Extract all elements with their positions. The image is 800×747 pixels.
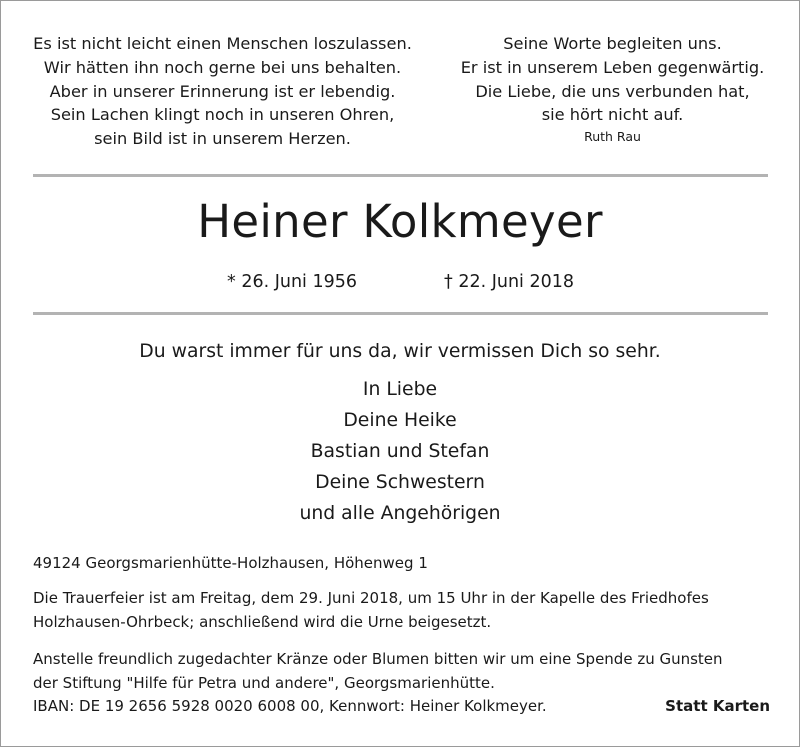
poem-line: Seine Worte begleiten uns.: [503, 34, 722, 53]
death-date: † 22. Juni 2018: [444, 272, 575, 292]
mourners-list: [0, 374, 800, 529]
poem-author: Ruth Rau: [584, 129, 641, 145]
birth-date: * 26. Juni 1956: [227, 272, 358, 292]
mourner-line: Deine Schwestern: [315, 472, 485, 493]
donation-line: IBAN: DE 19 2656 5928 0020 6008 00, Kennwort: Heiner Kolkmeyer.: [33, 697, 547, 715]
poem-left: [20, 32, 425, 151]
mourner-line: In Liebe: [362, 379, 438, 400]
poem-line: sein Bild ist in unserem Herzen.: [94, 129, 351, 149]
statt-karten: Statt Karten: [665, 697, 770, 715]
motto: Du warst immer für uns da, wir vermissen Dich so sehr.: [139, 341, 661, 362]
divider-top: [33, 174, 768, 177]
deceased-name: Heiner Kolkmeyer: [197, 195, 603, 248]
poem-line: Sein Lachen klingt noch in unseren Ohren,: [50, 105, 395, 125]
poem-line: Aber in unserer Erinnerung ist er lebendig.: [49, 81, 396, 101]
donation-line: der Stiftung "Hilfe für Petra und andere", Georgsmarienhütte.: [33, 673, 495, 692]
poem-line: sie hört nicht auf.: [541, 105, 684, 125]
poem-right: [455, 32, 770, 147]
ceremony-info: [33, 587, 778, 634]
mourner-line: Deine Heike: [343, 410, 457, 431]
address: 49124 Georgsmarienhütte-Holzhausen, Höhenweg 1: [33, 554, 428, 572]
donation-line: Anstelle freundlich zugedachter Kränze oder Blumen bitten wir um eine Spende zu Gunsten: [33, 650, 723, 668]
ceremony-line: Holzhausen-Ohrbeck; anschließend wird die Urne beigesetzt.: [33, 612, 492, 631]
mourner-line: und alle Angehörigen: [299, 503, 501, 524]
mourner-line: Bastian und Stefan: [310, 441, 490, 462]
poem-line: Er ist in unserem Leben gegenwärtig.: [460, 57, 765, 77]
poem-line: Es ist nicht leicht einen Menschen loszulassen.: [33, 34, 412, 53]
poem-line: Wir hätten ihn noch gerne bei uns behalten.: [43, 57, 402, 77]
divider-bottom: [33, 312, 768, 315]
ceremony-line: Die Trauerfeier ist am Freitag, dem 29. Juni 2018, um 15 Uhr in der Kapelle des Friedhofes: [33, 589, 709, 607]
poem-line: Die Liebe, die uns verbunden hat,: [475, 81, 750, 101]
